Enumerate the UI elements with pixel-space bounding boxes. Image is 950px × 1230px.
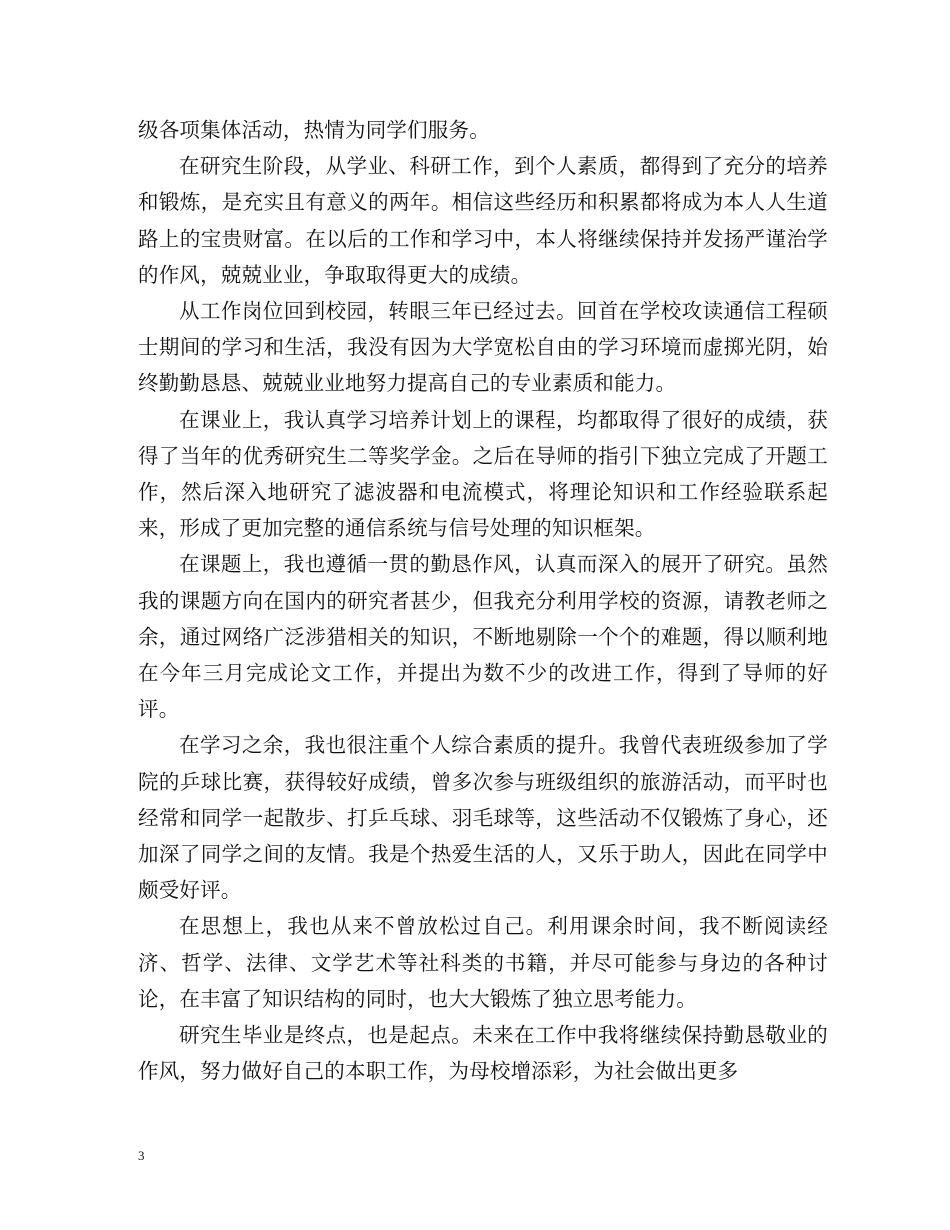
page-number: 3 [138, 1148, 145, 1163]
paragraph: 在课业上，我认真学习培养计划上的课程，均都取得了很好的成绩，获得了当年的优秀研究生二等奖学金。之后在导师的指引下独立完成了开题工作，然后深入地研究了滤波器和电流模式，将理论知识和工作经验联系起来，形成了更加完整的通信系统与信号处理的知识框架。 [138, 407, 828, 541]
paragraph: 在研究生阶段，从学业、科研工作，到个人素质，都得到了充分的培养和锻炼，是充实且有意义的两年。相信这些经历和积累都将成为本人人生道路上的宝贵财富。在以后的工作和学习中，本人将继续保持并发扬严谨治学的作风，兢兢业业，争取取得更大的成绩。 [138, 154, 828, 287]
paragraph: 在课题上，我也遵循一贯的勤恳作风，认真而深入的展开了研究。虽然我的课题方向在国内的研究者甚少，但我充分利用学校的资源，请教老师之余，通过网络广泛涉猎相关的知识，不断地剔除一个个的难题，得以顺利地在今年三月完成论文工作，并提出为数不少的改进工作，得到了导师的好评。 [138, 552, 828, 722]
paragraph: 在学习之余，我也很注重个人综合素质的提升。我曾代表班级参加了学院的乒球比赛，获得较好成绩，曾多次参与班级组织的旅游活动，而平时也经常和同学一起散步、打乒乓球、羽毛球等，这些活动不仅锻炼了身心，还加深了同学之间的友情。我是个热爱生活的人，又乐于助人，因此在同学中颇受好评。 [138, 733, 828, 903]
paragraph-continuation: 级各项集体活动，热情为同学们服务。 [138, 118, 490, 142]
body-text [138, 112, 828, 1089]
paragraph: 从工作岗位回到校园，转眼三年已经过去。回首在学校攻读通信工程硕士期间的学习和生活，我没有因为大学宽松自由的学习环境而虚掷光阴，始终勤勤恳恳、兢兢业业地努力提高自己的专业素质和能力。 [138, 299, 828, 396]
paragraph: 在思想上，我也从来不曾放松过自己。利用课余时间，我不断阅读经济、哲学、法律、文学艺术等社科类的书籍，并尽可能参与身边的各种讨论，在丰富了知识结构的同时，也大大锻炼了独立思考能力。 [138, 914, 828, 1011]
paragraph: 研究生毕业是终点，也是起点。未来在工作中我将继续保持勤恳敬业的作风，努力做好自己的本职工作，为母校增添彩，为社会做出更多 [138, 1023, 828, 1084]
